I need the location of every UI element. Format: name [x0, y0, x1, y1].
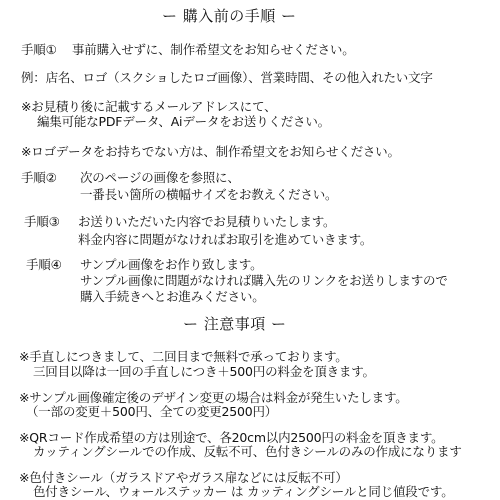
notice-1-line-1: ※手直しにつきまして、二回目まで無料で承っております。: [19, 349, 348, 364]
note-1-line-2: 編集可能なPDFデータ、Aiデータをお送りください。: [37, 114, 330, 129]
note-1-line-1: ※お見積り後に記載するメールアドレスにて、: [21, 99, 277, 114]
purchase-steps-heading: ー 購入前の手順 ー: [162, 7, 297, 25]
step-3-line-2: 料金内容に問題がなければお取引を進めていきます。: [78, 232, 373, 247]
step-3-label: 手順③: [24, 214, 60, 229]
notice-2-line-1: ※サンプル画像確定後のデザイン変更の場合は料金が発生いたします。: [19, 390, 408, 405]
step-2-label: 手順②: [21, 170, 57, 185]
notes-heading: ー 注意事項 ー: [183, 315, 287, 333]
note-2-text: ※ロゴデータをお持ちでない方は、制作希望文をお知らせください。: [21, 144, 400, 159]
step-3-line-1: お送りいただいた内容でお見積りいたします。: [78, 214, 336, 229]
notice-3-line-1: ※QRコード作成希望の方は別途で、各20cm以内2500円の料金を頂きます。: [19, 430, 444, 445]
step-4-label: 手順④: [26, 257, 62, 272]
notice-4-line-1: ※色付きシール（ガラスドアやガラス扉などには反転不可）: [19, 470, 348, 485]
notice-1-line-2: 三回目以降は一回の手直しにつき＋500円の料金を頂きます。: [33, 364, 375, 379]
step-4-line-1: サンプル画像をお作り致します。: [80, 257, 263, 272]
step-2-line-1: 次のページの画像を参照に、: [80, 170, 240, 185]
notice-4-line-2: 色付きシール、ウォールステッカー は カッティングシールと同じ値段です。: [33, 484, 454, 499]
notice-3-line-2: カッティングシールでの作成、反転不可、色付きシールのみの作成になります: [33, 444, 462, 459]
notice-2-line-2: （一部の変更＋500円、全ての変更2500円）: [26, 404, 278, 419]
step-4-line-2: サンプル画像に問題がなければ購入先のリンクをお送りしますので: [80, 273, 448, 288]
step-2-line-2: 一番長い箇所の横幅サイズをお教えください。: [80, 187, 338, 202]
step-1-text: 事前購入せずに、制作希望文をお知らせください。: [72, 42, 355, 57]
example-text: 例：店名、ロゴ（スクショしたロゴ画像）、営業時間、その他入れたい文字: [21, 70, 433, 85]
step-1-label: 手順①: [21, 42, 57, 57]
step-4-line-3: 購入手続きへとお進みください。: [80, 289, 265, 304]
